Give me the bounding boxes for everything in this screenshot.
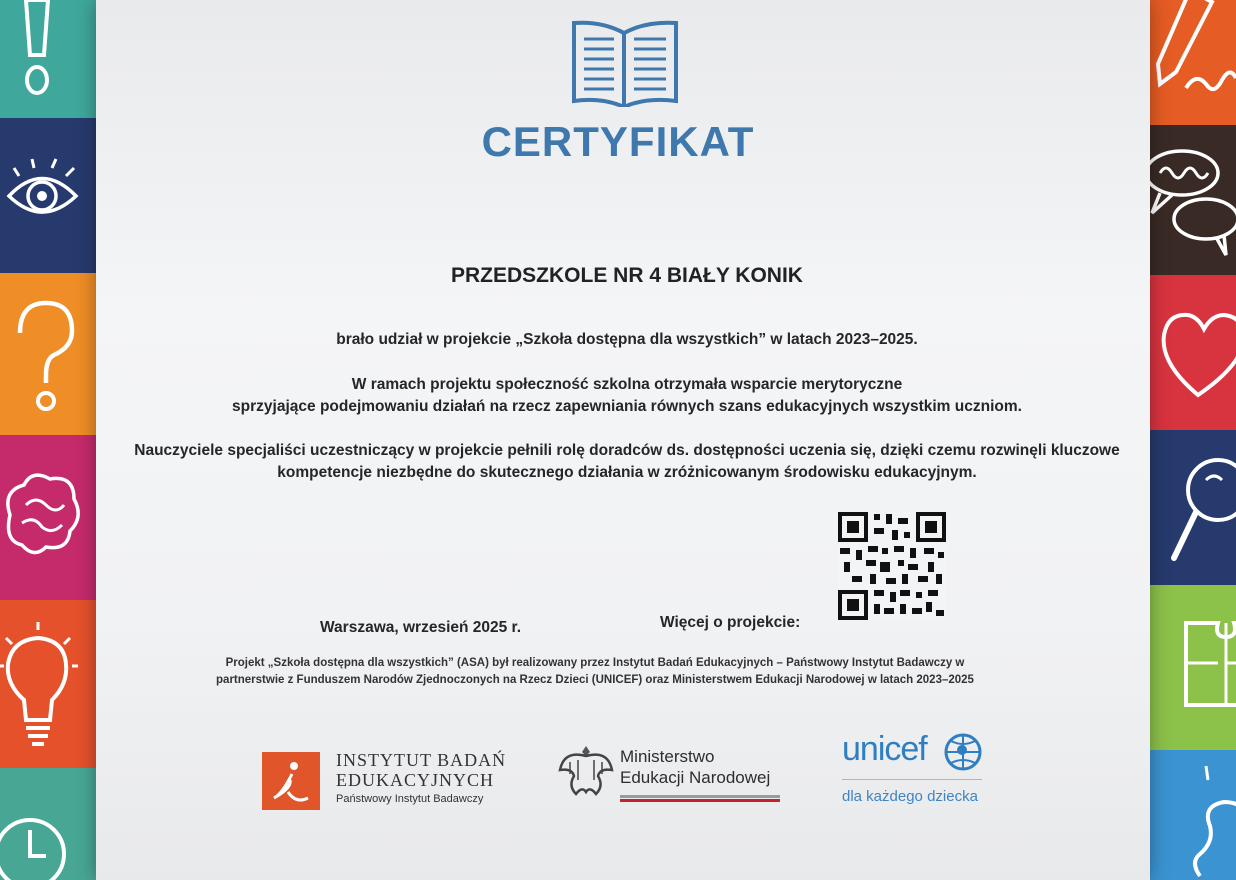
men-name (620, 746, 770, 788)
ibe-logo (262, 752, 320, 810)
support-line-1: W ramach projektu społeczność szkolna otrzymała wsparcie merytoryczne (351, 376, 903, 393)
ibe-subtitle: Państwowy Instytut Badawczy (336, 793, 484, 805)
footer-line-1: Projekt „Szkoła dostępna dla wszystkich” (ASA) był realizowany przez Instytut Badań Edukacyjnych – Państwowy Instytut Badawczy w (225, 657, 965, 669)
pencil-icon (1150, 0, 1236, 120)
teachers-line-2: kompetencje niezbędne do skutecznego działania w zróżnicowanym środowisku edukacyjnym. (277, 464, 977, 481)
eye-icon (4, 156, 84, 236)
teachers-line-1: Nauczyciele specjaliści uczestniczący w projekcie pełnili rolę doradców ds. dostępności uczenia się, dzięki czemu rozwinęli kluczowe (134, 442, 1120, 459)
lightbulb-icon (0, 620, 80, 768)
exclamation-icon (8, 0, 68, 110)
eagle-emblem-icon (558, 740, 614, 804)
more-info-label: Więcej o projekcie: (660, 614, 801, 631)
ibe-name (336, 750, 506, 790)
place-date: Warszawa, wrzesień 2025 r. (320, 619, 522, 636)
school-name: PRZEDSZKOLE NR 4 BIAŁY KONIK (451, 264, 803, 287)
men-flag-stripe-grey (620, 795, 780, 798)
qr-code[interactable] (838, 512, 946, 620)
certificate-title: CERTYFIKAT (481, 118, 755, 165)
ibe-logo-mark (262, 752, 320, 810)
unicef-globe-icon (942, 731, 984, 773)
participation-text: brało udział w projekcie „Szkoła dostępna dla wszystkich” w latach 2023–2025. (336, 331, 918, 348)
open-book-icon (566, 17, 686, 107)
project-footer-note (0, 655, 1190, 689)
unicef-wordmark: unicef (842, 730, 927, 768)
ibe-name-line-1: INSTYTUT BADAŃ (336, 750, 507, 770)
unicef-divider (842, 779, 982, 780)
support-line-2: sprzyjające podejmowaniu działań na rzecz zapewniania równych szans edukacyjnych wszystkim uczniom. (232, 398, 1022, 415)
clock-icon (0, 794, 80, 880)
teachers-paragraph (0, 440, 1236, 484)
ear-icon (1180, 766, 1236, 880)
support-paragraph (0, 374, 1236, 418)
men-flag-stripe-red (620, 799, 780, 802)
ibe-name-line-2: EDUKACYJNYCH (336, 770, 495, 790)
footer-line-2: partnerstwie z Funduszem Narodów Zjednoczonych na Rzecz Dzieci (UNICEF) oraz Ministerstwem Edukacji Narodowej w latach 2023–2025 (216, 674, 974, 686)
unicef-tagline: dla każdego dziecka (842, 788, 978, 805)
men-name-line-2: Edukacji Narodowej (620, 768, 771, 787)
men-name-line-1: Ministerstwo (620, 747, 715, 766)
